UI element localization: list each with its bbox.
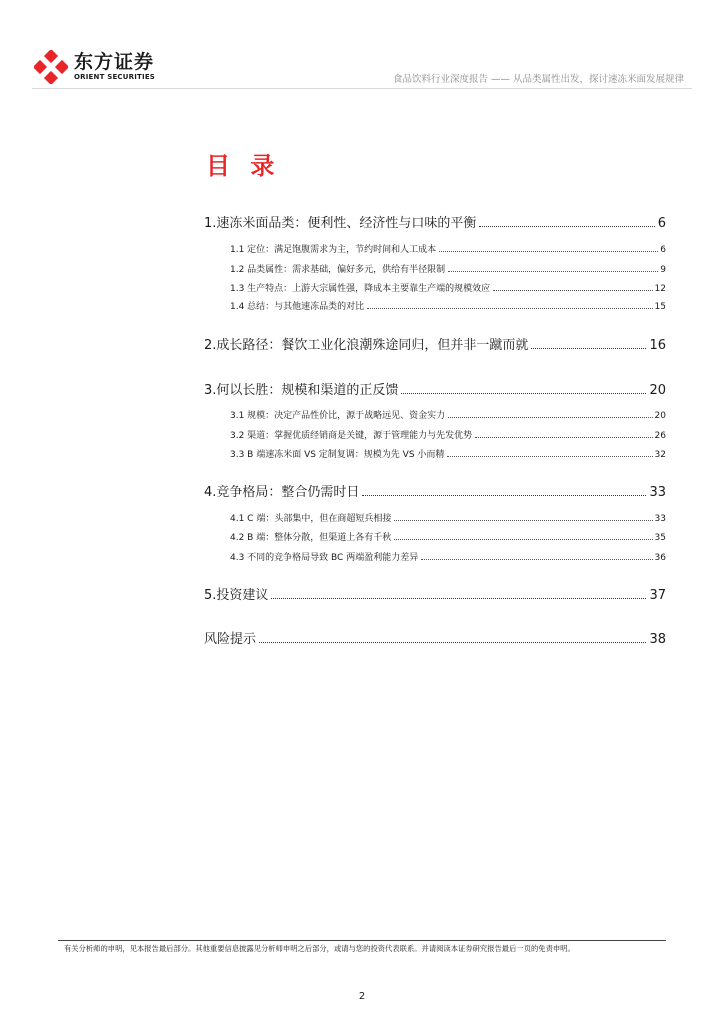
- toc-entry-page: 16: [649, 338, 666, 353]
- toc-entry-text: 1.1 定位：满足饱腹需求为主，节约时间和人工成本: [230, 245, 437, 255]
- footer-divider: [58, 940, 666, 941]
- toc-entry[interactable]: [204, 628, 666, 647]
- report-title: 食品饮料行业深度报告 —— 从品类属性出发，探讨速冻米面发展规律: [392, 74, 684, 85]
- toc-leader-dots: [362, 495, 646, 496]
- toc-entry[interactable]: [204, 481, 666, 500]
- company-logo: [34, 50, 155, 84]
- toc-entry-text: 1.4 总结：与其他速冻品类的对比: [230, 302, 365, 312]
- toc-entry-page: 20: [654, 411, 666, 421]
- toc-leader-dots: [394, 520, 652, 521]
- toc-entry-page: 6: [660, 245, 666, 255]
- orient-securities-logo-icon: [34, 50, 68, 84]
- toc-entry-page: 12: [654, 284, 666, 294]
- toc-leader-dots: [531, 348, 646, 349]
- toc-entry-text: 1.速冻米面品类：便利性、经济性与口味的平衡: [204, 216, 477, 231]
- toc-leader-dots: [271, 598, 646, 599]
- toc-entry-page: 33: [654, 514, 666, 524]
- toc-leader-dots: [448, 271, 658, 272]
- toc-leader-dots: [493, 290, 652, 291]
- toc-entry-text: 1.3 生产特点：上游大宗属性强，降成本主要靠生产端的规模效应: [230, 284, 491, 294]
- toc-entry[interactable]: [204, 299, 666, 312]
- toc-entry[interactable]: [204, 428, 666, 441]
- toc-leader-dots: [447, 456, 652, 457]
- toc-entry-page: 37: [649, 588, 666, 603]
- toc-entry[interactable]: [204, 584, 666, 603]
- toc-entry[interactable]: [204, 408, 666, 421]
- toc-entry-page: 32: [654, 450, 666, 460]
- toc-entry-text: 4.3 不同的竞争格局导致 BC 两端盈利能力差异: [230, 553, 419, 563]
- toc-entry-text: 3.2 渠道：掌握优质经销商是关键，源于管理能力与先发优势: [230, 431, 473, 441]
- toc-leader-dots: [475, 437, 652, 438]
- toc-entry-page: 15: [654, 302, 666, 312]
- toc-entry[interactable]: [204, 379, 666, 398]
- toc-entry[interactable]: [204, 281, 666, 294]
- logo-chinese-name: 东方证券: [74, 51, 155, 73]
- toc-entry[interactable]: [204, 550, 666, 563]
- toc-entry[interactable]: [204, 447, 666, 460]
- toc-entry-text: 3.3 B 端速冻米面 VS 定制复调：规模为先 VS 小而精: [230, 450, 445, 460]
- toc-entry[interactable]: [204, 242, 666, 255]
- toc-leader-dots: [448, 417, 652, 418]
- toc-entry[interactable]: [204, 334, 666, 353]
- toc-entry-page: 6: [657, 216, 666, 231]
- toc-entry-text: 1.2 品类属性：需求基础，偏好多元，供给有半径限制: [230, 265, 446, 275]
- toc-entry-page: 38: [649, 632, 666, 647]
- toc-leader-dots: [421, 559, 652, 560]
- toc-entry-page: 36: [654, 553, 666, 563]
- header-divider: [32, 88, 692, 89]
- toc-entry-text: 风险提示: [204, 632, 257, 647]
- toc-entry-page: 33: [649, 485, 666, 500]
- toc-leader-dots: [479, 226, 654, 227]
- toc-entry-page: 35: [654, 533, 666, 543]
- toc-entry-text: 3.1 规模：决定产品性价比，源于战略远见、资金实力: [230, 411, 446, 421]
- toc-entry-page: 9: [660, 265, 666, 275]
- toc-entry-text: 3.何以长胜：规模和渠道的正反馈: [204, 383, 399, 398]
- toc-entry-page: 20: [649, 383, 666, 398]
- toc-heading: 目 录: [206, 152, 281, 180]
- toc-entry-text: 4.2 B 端：整体分散，但渠道上各有千秋: [230, 533, 392, 543]
- toc-entry-text: 4.1 C 端：头部集中，但在商超短兵相接: [230, 514, 392, 524]
- toc-entry-page: 26: [654, 431, 666, 441]
- toc-entry[interactable]: [204, 212, 666, 231]
- toc-entry[interactable]: [204, 511, 666, 524]
- toc-leader-dots: [367, 308, 652, 309]
- toc-leader-dots: [259, 642, 646, 643]
- footer-disclaimer: 有关分析师的申明，见本报告最后部分。其他重要信息披露见分析师申明之后部分，或请与您的投资代表联系。并请阅读本证券研究报告最后一页的免责申明。: [64, 944, 575, 953]
- toc-entry-text: 5.投资建议: [204, 588, 269, 603]
- toc-leader-dots: [394, 539, 652, 540]
- toc-leader-dots: [439, 251, 658, 252]
- toc-entry-text: 4.竞争格局：整合仍需时日: [204, 485, 360, 500]
- logo-english-name: ORIENT SECURITIES: [74, 73, 156, 81]
- toc-entry[interactable]: [204, 262, 666, 275]
- toc-entry[interactable]: [204, 530, 666, 543]
- toc-entry-text: 2.成长路径：餐饮工业化浪潮殊途同归，但并非一蹴而就: [204, 338, 529, 353]
- toc-leader-dots: [401, 393, 646, 394]
- page-number: 2: [358, 991, 366, 1002]
